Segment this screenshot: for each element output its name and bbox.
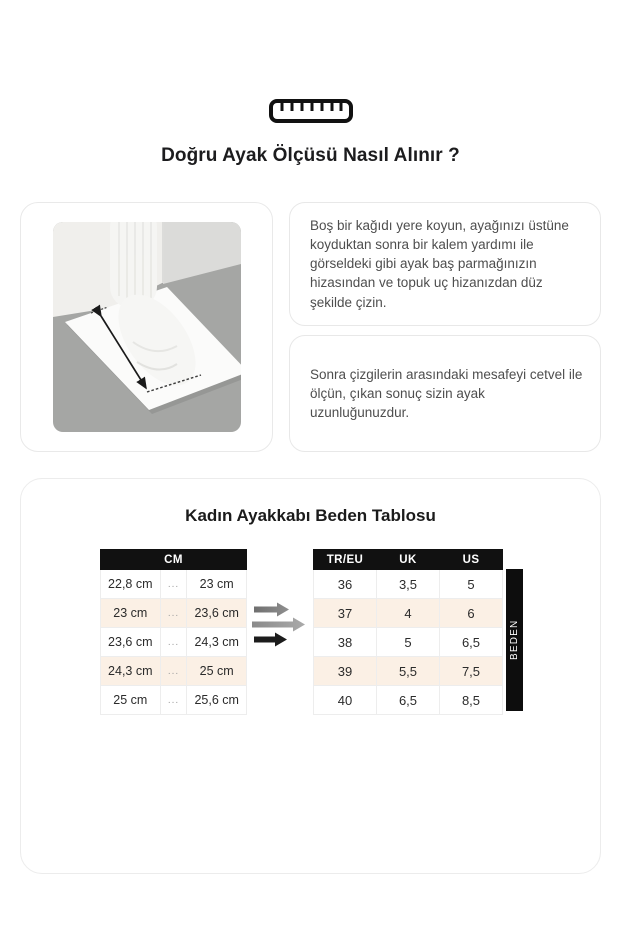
foot-measurement-photo-card <box>20 202 273 452</box>
size-us: 5 <box>440 570 503 599</box>
intl-header-us: US <box>440 550 503 570</box>
cm-table <box>100 549 247 715</box>
table-row <box>314 657 503 686</box>
instruction-step-1-text: Boş bir kağıdı yere koyun, ayağınızı üstüne koyduktan sonra bir kalem yardımı ile görseldeki gibi ayak baş parmağınızın hizasından ve topuk uç hizanızdan düz şekilde çizin. <box>310 218 569 310</box>
arrows-right-icon <box>247 549 313 651</box>
table-row <box>101 599 247 628</box>
cm-from: 22,8 cm <box>101 570 161 599</box>
size-us: 7,5 <box>440 657 503 686</box>
range-separator: ... <box>160 628 187 657</box>
table-row <box>314 686 503 715</box>
size-tables-row <box>21 549 600 715</box>
table-row <box>101 570 247 599</box>
instruction-step-2 <box>289 335 601 452</box>
size-uk: 5,5 <box>377 657 440 686</box>
cm-from: 24,3 cm <box>101 657 161 686</box>
cm-to: 23 cm <box>187 570 247 599</box>
table-row <box>101 628 247 657</box>
range-separator: ... <box>160 686 187 715</box>
cm-table-header: CM <box>101 550 247 570</box>
size-tr-eu: 37 <box>314 599 377 628</box>
measure-section <box>20 202 601 452</box>
size-tr-eu: 40 <box>314 686 377 715</box>
table-row <box>314 628 503 657</box>
size-us: 8,5 <box>440 686 503 715</box>
cm-to: 25 cm <box>187 657 247 686</box>
page-title: Doğru Ayak Ölçüsü Nasıl Alınır ? <box>161 145 460 166</box>
size-uk: 4 <box>377 599 440 628</box>
intl-header-uk: UK <box>377 550 440 570</box>
guide-header <box>0 0 621 167</box>
size-uk: 3,5 <box>377 570 440 599</box>
cm-from: 25 cm <box>101 686 161 715</box>
beden-side-label: BEDEN <box>506 569 523 711</box>
table-row <box>314 599 503 628</box>
cm-from: 23 cm <box>101 599 161 628</box>
instruction-step-2-text: Sonra çizgilerin arasındaki mesafeyi cetvel ile ölçün, çıkan sonuç sizin ayak uzunluğunuzdur. <box>310 366 583 421</box>
instruction-cards <box>289 202 601 452</box>
size-uk: 6,5 <box>377 686 440 715</box>
table-row <box>101 686 247 715</box>
size-table-card <box>20 478 601 874</box>
size-tr-eu: 39 <box>314 657 377 686</box>
table-row <box>101 657 247 686</box>
cm-to: 25,6 cm <box>187 686 247 715</box>
range-separator: ... <box>160 570 187 599</box>
size-uk: 5 <box>377 628 440 657</box>
intl-header-tr-eu: TR/EU <box>314 550 377 570</box>
ruler-icon <box>269 99 353 123</box>
size-us: 6,5 <box>440 628 503 657</box>
table-row <box>314 570 503 599</box>
cm-to: 23,6 cm <box>187 599 247 628</box>
size-tr-eu: 36 <box>314 570 377 599</box>
cm-from: 23,6 cm <box>101 628 161 657</box>
intl-size-table <box>313 549 503 715</box>
range-separator: ... <box>160 599 187 628</box>
instruction-step-1 <box>289 202 601 326</box>
size-us: 6 <box>440 599 503 628</box>
size-tr-eu: 38 <box>314 628 377 657</box>
range-separator: ... <box>160 657 187 686</box>
cm-to: 24,3 cm <box>187 628 247 657</box>
foot-measurement-photo <box>53 222 241 432</box>
size-table-title: Kadın Ayakkabı Beden Tablosu <box>185 506 436 525</box>
